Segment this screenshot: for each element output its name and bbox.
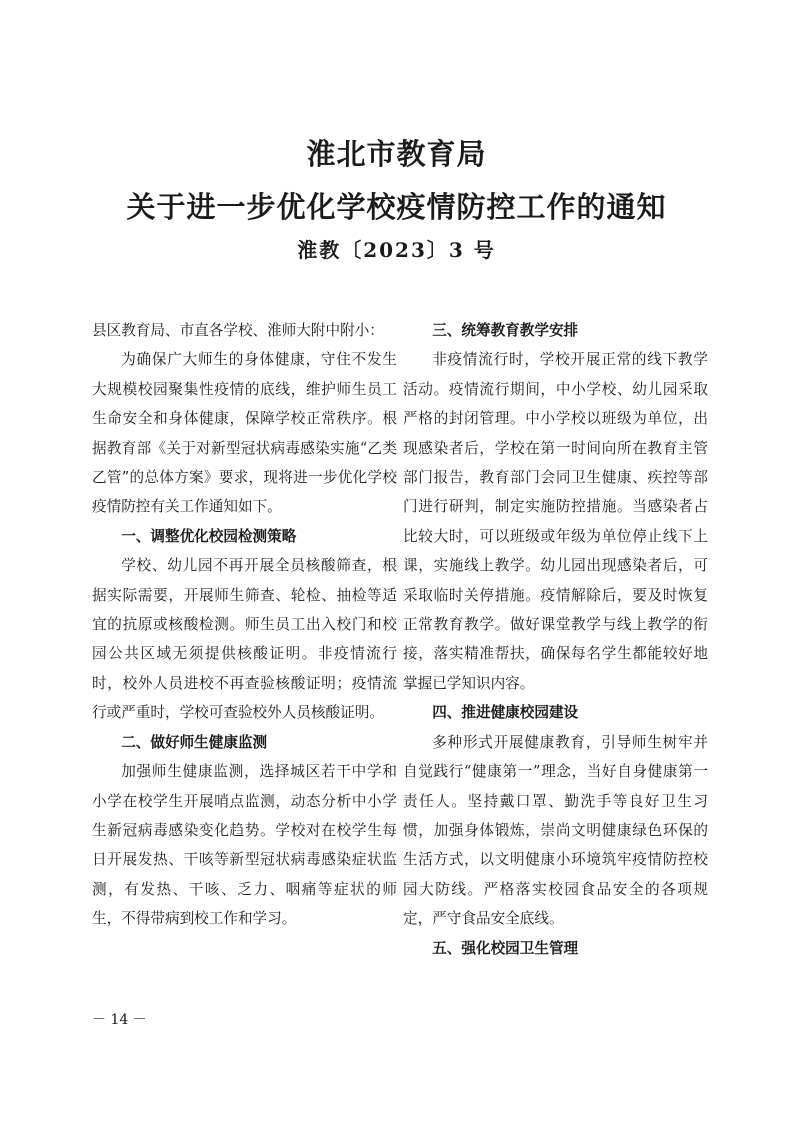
document-number: 淮教〔2023〕3 号 (297, 238, 496, 262)
page-number: － 14 － (92, 1012, 147, 1028)
left-column (92, 316, 397, 934)
section-3-paragraph: 非疫情流行时，学校开展正常的线下教学活动。疫情流行期间，中小学校、幼儿园采取严格的封闭管理。中小学校以班级为单位，出现感染者后，学校在第一时间向所在教育主管部门报告，教育部门会同卫生健康、疾控等部门进行研判，制定实施防控措施。当感染者占比较大时，可以班级或年级为单位停止线下上课，实施线上教学。幼儿园出现感染者后，可采取临时关停措施。疫情解除后，要及时恢复正常教育教学。做好课堂教学与线上教学的衔接，落实精准帮扶，确保每名学生都能较好地掌握已学知识内容。 (403, 351, 708, 692)
document-subtitle: 关于进一步优化学校疫情防控工作的通知 (126, 190, 667, 224)
section-1-paragraph: 学校、幼儿园不再开展全员核酸筛查，根据实际需要，开展师生筛查、轮检、抽检等适宜的抗原或核酸检测。师生员工出入校门和校园公共区域无须提供核酸证明。非疫情流行时，校外人员进校不再查验核酸证明；疫情流行或严重时，学校可查验校外人员核酸证明。 (92, 557, 397, 722)
section-5-heading: 五、强化校园卫生管理 (432, 939, 579, 957)
right-column (403, 316, 708, 963)
section-3-heading: 三、统筹教育教学安排 (432, 322, 579, 339)
addressee: 县区教育局、市直各学校、淮师大附中附小： (92, 322, 384, 339)
section-4-heading: 四、推进健康校园建设 (432, 704, 579, 722)
section-4-paragraph: 多种形式开展健康教育，引导师生树牢并自觉践行“健康第一”理念，当好自身健康第一责任人。坚持戴口罩、勤洗手等良好卫生习惯，加强身体锻炼，崇尚文明健康绿色环保的生活方式，以文明健康小环境筑牢疫情防控校园大防线。严格落实校园食品安全的各项规定，严守食品安全底线。 (403, 733, 708, 928)
intro-paragraph: 为确保广大师生的身体健康，守住不发生大规模校园聚集性疫情的底线，维护师生员工生命安全和身体健康，保障学校正常秩序。根据教育部《关于对新型冠状病毒感染实施“乙类乙管”的总体方案》要求，现将进一步优化学校疫情防控有关工作通知如下。 (92, 351, 397, 516)
section-1-heading: 一、调整优化校园检测策略 (121, 527, 297, 545)
document-title: 淮北市教育局 (306, 137, 487, 171)
section-2-paragraph: 加强师生健康监测，选择城区若干中学和小学在校学生开展哨点监测，动态分析中小学生新冠病毒感染变化趋势。学校对在校学生每日开展发热、干咳等新型冠状病毒感染症状监测，有发热、干咳、乏力、咽痛等症状的师生，不得带病到校工作和学习。 (92, 763, 397, 928)
section-2-heading: 二、做好师生健康监测 (121, 733, 268, 751)
